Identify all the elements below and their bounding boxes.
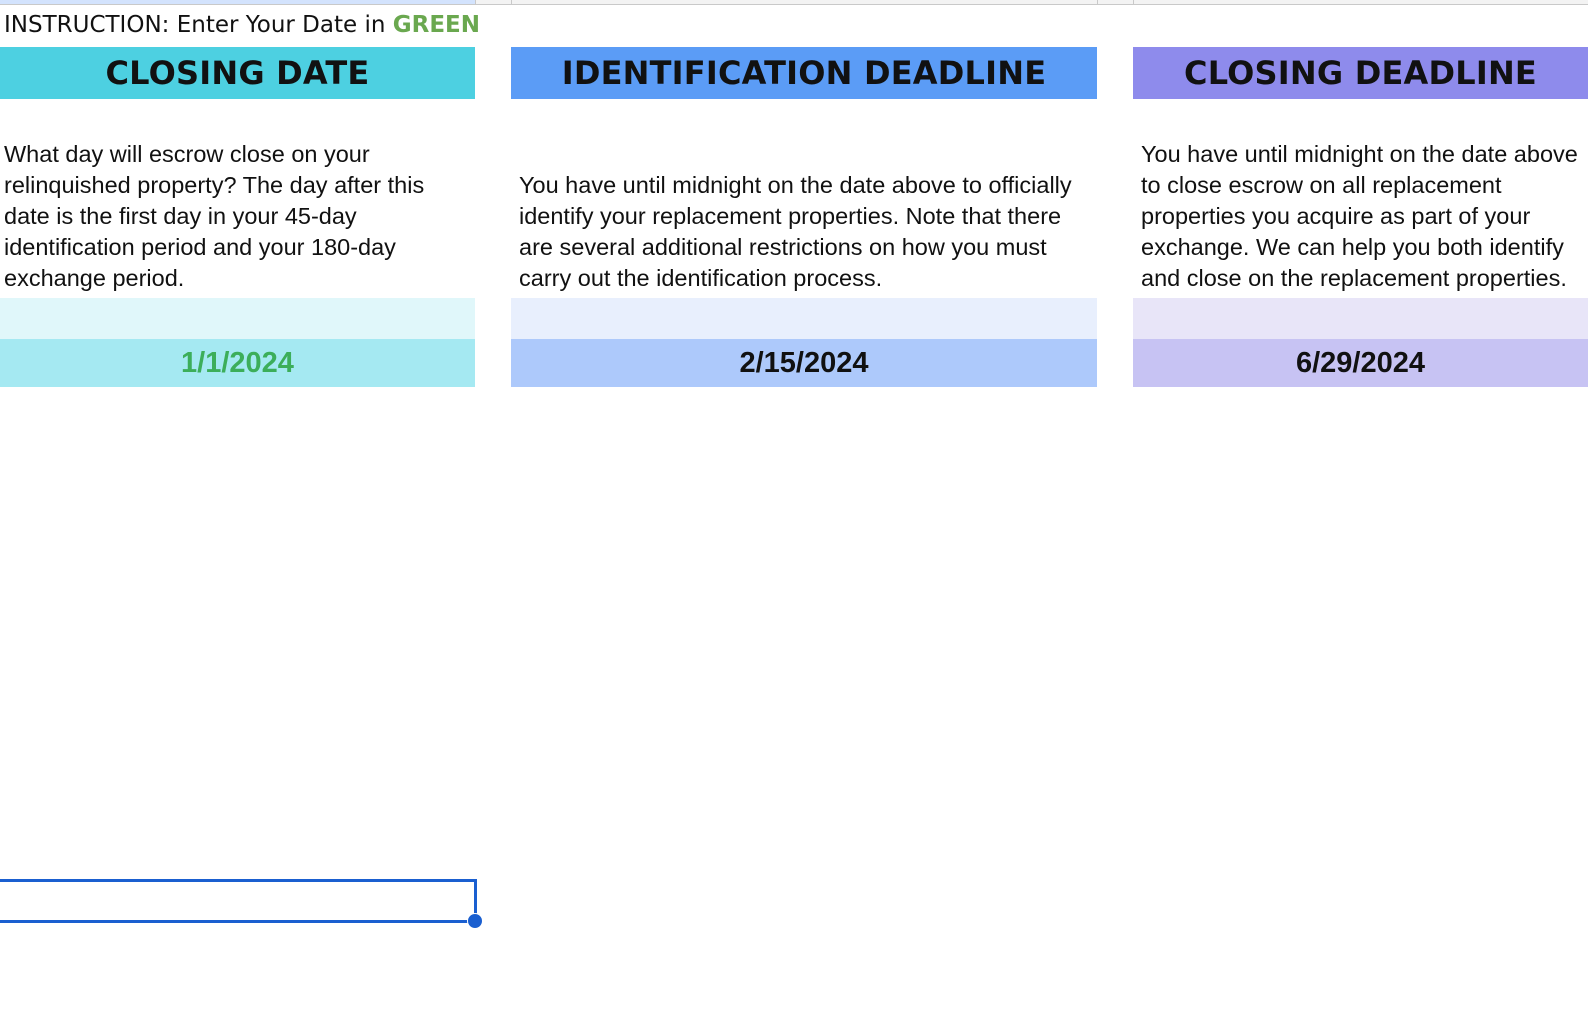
closing-deadline-spacer-cell[interactable] bbox=[1133, 298, 1588, 339]
identification-deadline-card bbox=[511, 47, 1097, 387]
identification-deadline-description[interactable] bbox=[511, 99, 1097, 298]
identification-deadline-title[interactable]: IDENTIFICATION DEADLINE bbox=[511, 47, 1097, 99]
closing-date-spacer-cell[interactable] bbox=[0, 298, 475, 339]
closing-date-title[interactable]: CLOSING DATE bbox=[0, 47, 475, 99]
column-divider[interactable] bbox=[1097, 0, 1098, 4]
fill-handle[interactable] bbox=[467, 913, 483, 929]
identification-deadline-spacer-cell[interactable] bbox=[511, 298, 1097, 339]
closing-deadline-description-text: You have until midnight on the date above to close escrow on all replacement properties you acquire as part of your exchange. We can help you both identify and close on the replacement properties. bbox=[1141, 141, 1578, 291]
selected-column-indicator bbox=[0, 0, 475, 4]
selected-cell[interactable] bbox=[0, 879, 477, 923]
instruction-prefix: INSTRUCTION: Enter Your Date in bbox=[4, 12, 393, 38]
column-divider[interactable] bbox=[475, 0, 476, 4]
closing-deadline-date-cell[interactable]: 6/29/2024 bbox=[1133, 339, 1588, 387]
closing-date-input-cell[interactable]: 1/1/2024 bbox=[0, 339, 475, 387]
column-header-strip[interactable] bbox=[0, 0, 1588, 5]
column-divider[interactable] bbox=[511, 0, 512, 4]
closing-deadline-title[interactable]: CLOSING DEADLINE bbox=[1133, 47, 1588, 99]
closing-date-card bbox=[0, 47, 475, 387]
identification-deadline-description-text: You have until midnight on the date above to officially identify your replacement properties. Note that there are several additional restrictions on how you must carry out the identification process. bbox=[519, 172, 1072, 291]
instruction-text bbox=[4, 12, 480, 38]
column-divider[interactable] bbox=[1133, 0, 1134, 4]
closing-deadline-card bbox=[1133, 47, 1588, 387]
identification-deadline-date-cell[interactable]: 2/15/2024 bbox=[511, 339, 1097, 387]
instruction-highlight: GREEN bbox=[392, 12, 480, 38]
closing-date-description[interactable] bbox=[0, 99, 475, 298]
closing-deadline-description[interactable] bbox=[1133, 99, 1588, 298]
closing-date-description-text: What day will escrow close on your relinquished property? The day after this date is the first day in your 45-day identification period and your 180-day exchange period. bbox=[4, 141, 425, 291]
